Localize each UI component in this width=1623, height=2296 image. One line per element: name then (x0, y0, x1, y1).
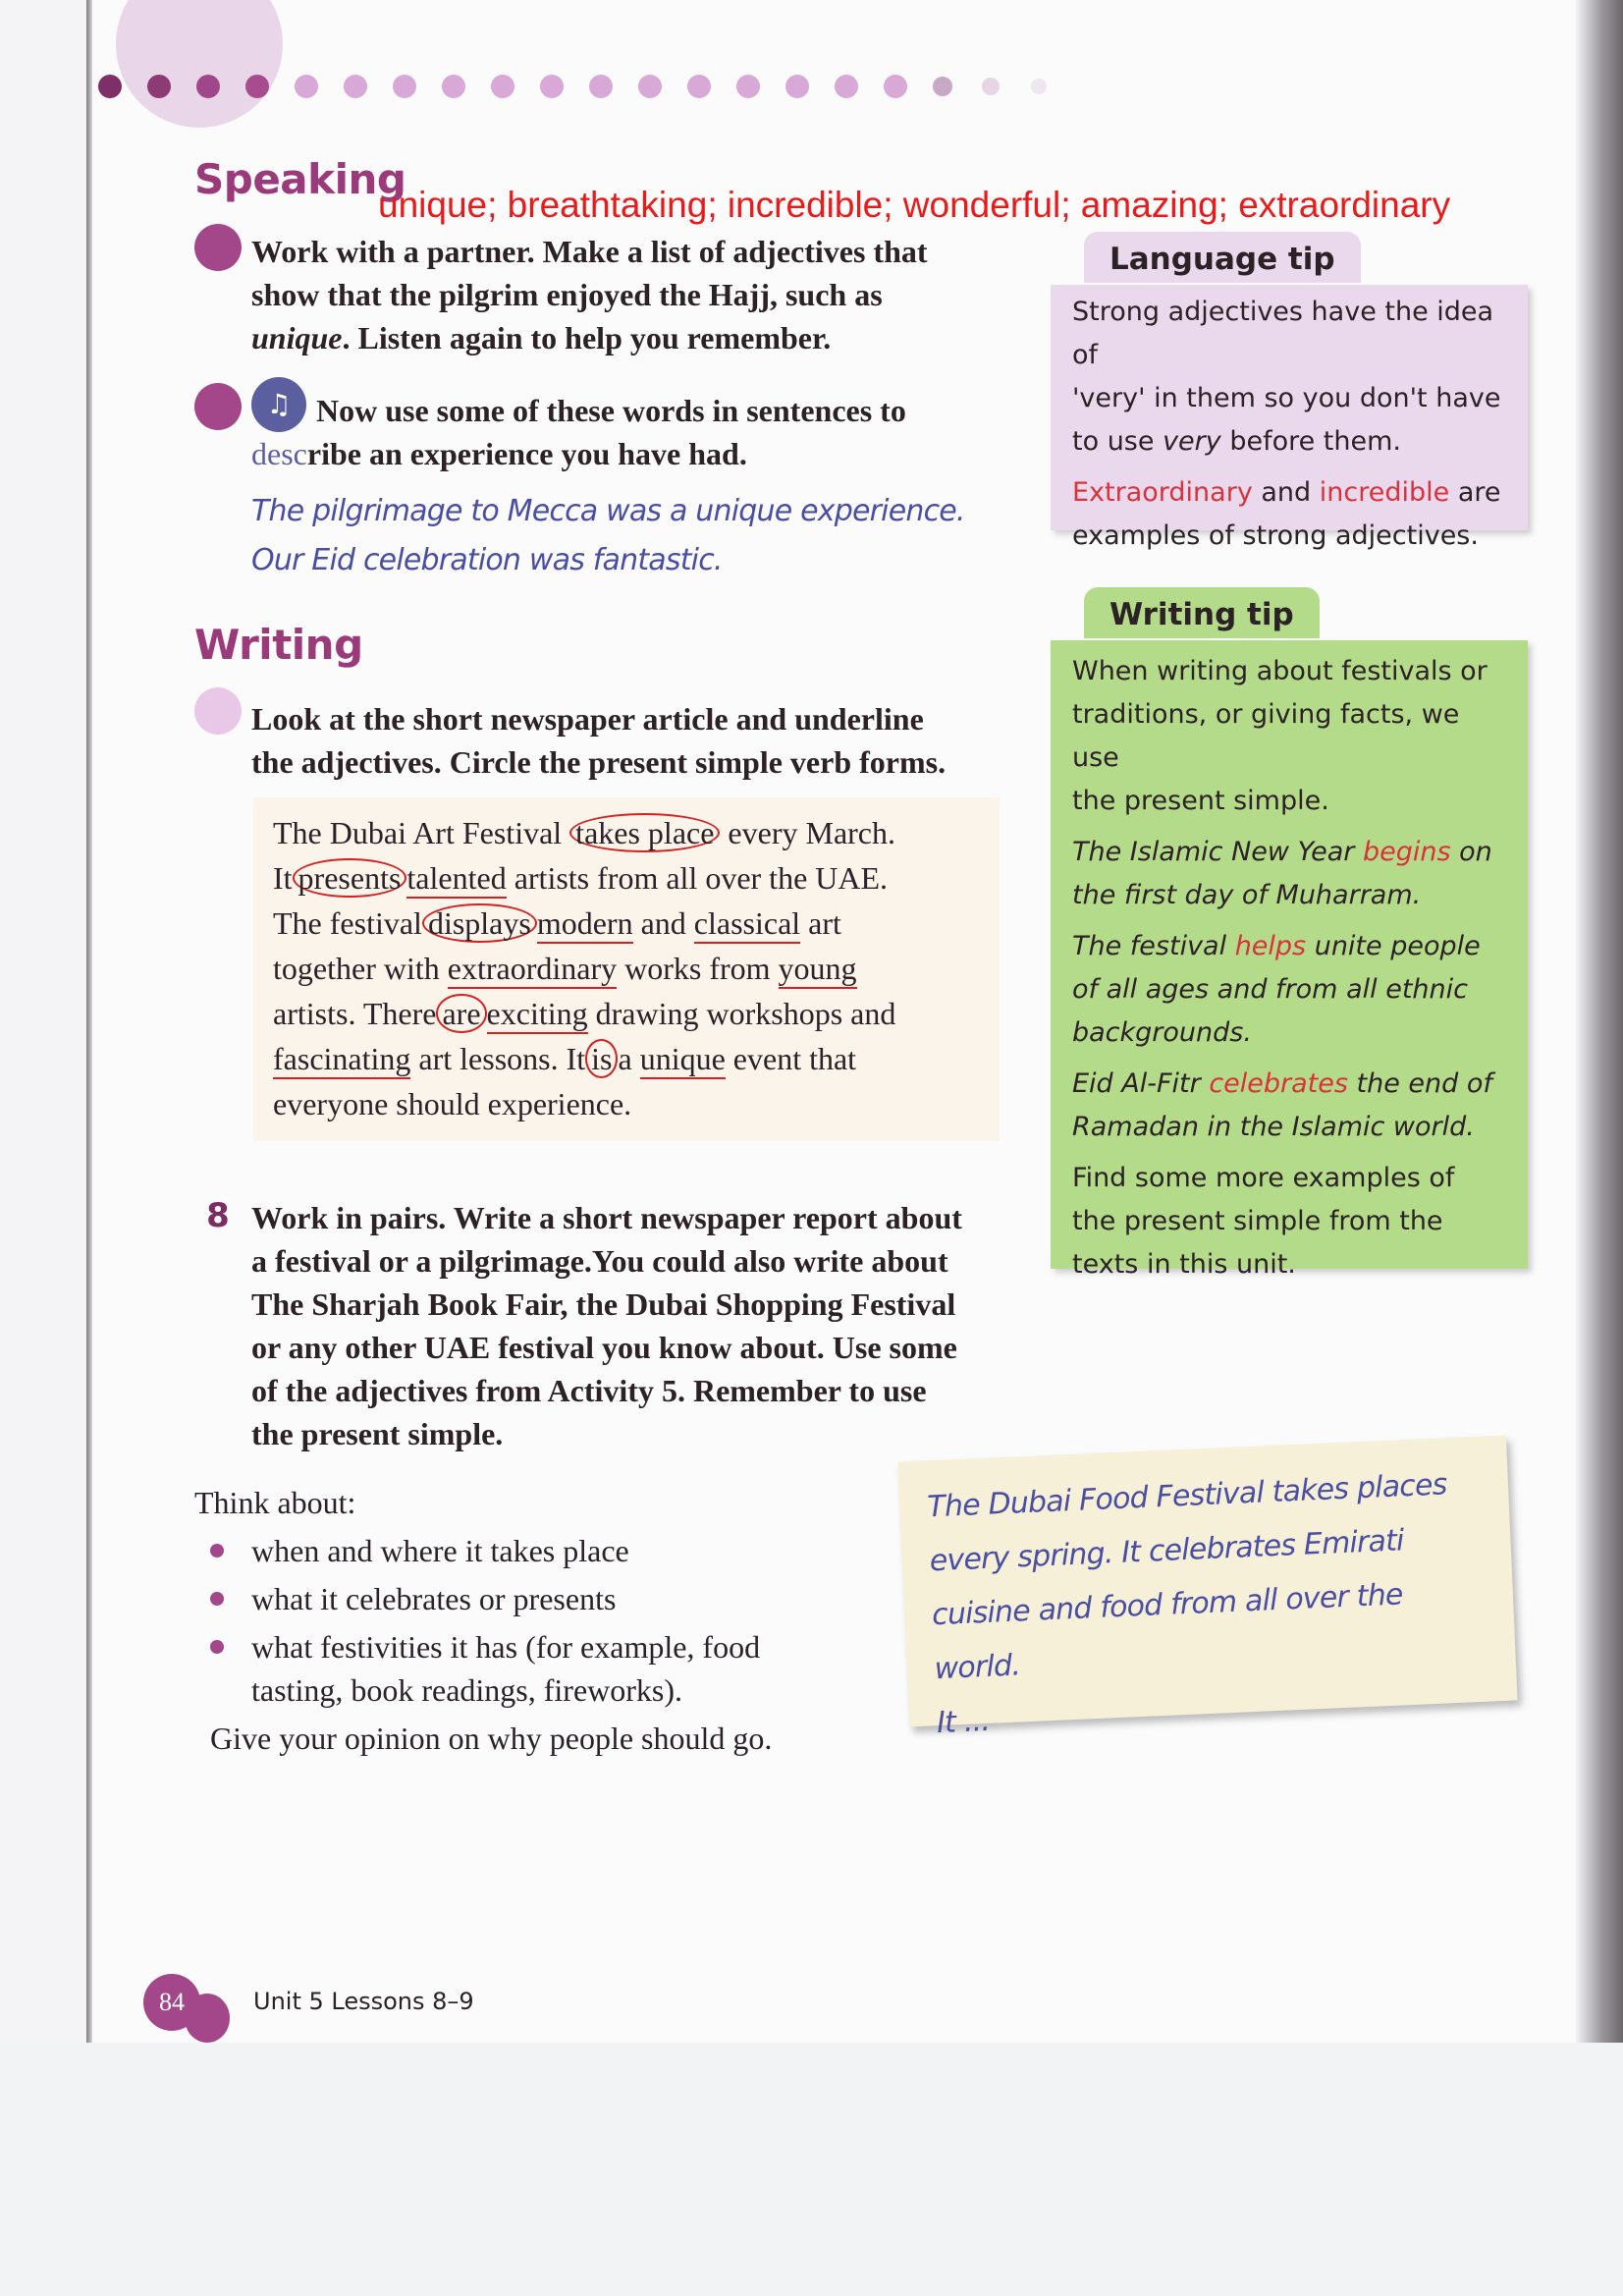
note-line: It ... (936, 1703, 991, 1741)
article-line (273, 951, 857, 987)
article-text: The festival (273, 905, 422, 941)
article-text: every March. (728, 815, 895, 850)
decorative-dot (589, 75, 613, 98)
circled-verb: takes place (569, 813, 720, 852)
tip-text: to use (1072, 426, 1163, 457)
tip-line: the present simple from the (1072, 1206, 1443, 1236)
opinion-prompt: Give your opinion on why people should go. (210, 1721, 773, 1756)
instruction-line: show that the pilgrim enjoyed the Hajj, such as (251, 277, 883, 312)
bullet-icon (210, 1640, 224, 1654)
decorative-dot (491, 75, 514, 98)
activity-5-number-badge (194, 224, 242, 271)
bullet-item: what it celebrates or presents (251, 1581, 617, 1616)
decorative-dot (442, 75, 465, 98)
instruction-line: or any other UAE festival you know about. Use some (251, 1330, 957, 1365)
bullet-item: what festivities it has (for example, food (251, 1629, 761, 1665)
instruction-line (251, 316, 998, 359)
underlined-adjective: talented (406, 860, 506, 899)
underlined-adjective: classical (694, 905, 800, 944)
instruction-line: Work in pairs. Write a short newspaper report about (251, 1200, 962, 1235)
article-text: drawing workshops and (595, 996, 896, 1031)
decorative-dot (687, 75, 711, 98)
tip-text: unite people (1306, 931, 1481, 961)
tip-text: the end of (1347, 1068, 1492, 1099)
speaking-examples (251, 487, 965, 585)
decorative-dot (147, 75, 171, 98)
tip-paragraph (1072, 1157, 1514, 1286)
article-text: art lessons. It (418, 1041, 586, 1076)
instruction-text: desc (251, 436, 307, 471)
instruction-line: the adjectives. Circle the present simple verb forms. (251, 744, 947, 780)
note-line: every spring. It celebrates Emirati (929, 1523, 1405, 1579)
bullet-item-continuation: tasting, book readings, fireworks). (251, 1672, 683, 1708)
instruction-line: Look at the short newspaper article and underline (251, 701, 924, 737)
tip-line: Ramadan in the Islamic world. (1072, 1112, 1475, 1142)
article-text: artists from all over the UAE. (514, 860, 889, 896)
activity-7-instruction (251, 697, 1017, 784)
article-line (273, 905, 841, 942)
decorative-dot (393, 75, 416, 98)
article-text: artists. There (273, 996, 437, 1031)
tip-line: 'very' in them so you don't have (1072, 383, 1501, 413)
decorative-dot (638, 75, 662, 98)
underlined-adjective: modern (537, 905, 633, 944)
article-text: and (640, 905, 686, 941)
tip-example (1072, 1063, 1514, 1149)
decorative-dot (295, 75, 318, 98)
tip-text: are (1449, 477, 1501, 508)
speaking-heading: Speaking (194, 155, 406, 203)
tip-example (1072, 925, 1514, 1055)
decorative-dot (982, 78, 1000, 95)
underlined-adjective: unique (640, 1041, 726, 1079)
activity-5-instruction (251, 230, 998, 359)
instruction-text: . Listen again to help you remember. (342, 320, 832, 355)
page-edge-shadow (1576, 0, 1623, 2296)
circled-verb: are (436, 994, 486, 1033)
instruction-line: a festival or a pilgrimage.You could also write about (251, 1243, 948, 1279)
tip-text: and (1252, 477, 1320, 508)
article-text: It (273, 860, 293, 896)
article-line (273, 860, 888, 897)
article-line (273, 815, 895, 851)
circled-verb: presents (293, 858, 407, 898)
instruction-text: ribe an experience you have had. (306, 436, 747, 471)
article-line (273, 996, 895, 1032)
note-line: The Dubai Food Festival takes places (926, 1467, 1448, 1525)
tip-line: Find some more examples of (1072, 1163, 1455, 1193)
tip-line: When writing about festivals or (1072, 656, 1488, 686)
tip-line: backgrounds. (1072, 1017, 1252, 1048)
model-answer-note (897, 1436, 1517, 1741)
think-about-label: Think about: (194, 1485, 356, 1520)
article-text: art (808, 905, 841, 941)
tip-line: examples of strong adjectives. (1072, 520, 1479, 551)
example-sentence: The pilgrimage to Mecca was a unique experience. (251, 494, 965, 528)
decorative-dot (933, 77, 952, 96)
highlighted-verb: helps (1234, 931, 1307, 961)
note-line: cuisine and food from all over the world. (931, 1577, 1404, 1687)
language-tip-title: Language tip (1084, 232, 1361, 283)
instruction-line: Work with a partner. Make a list of adjectives that (251, 234, 928, 269)
tip-text: Eid Al-Fitr (1072, 1068, 1210, 1099)
decorative-dot (785, 75, 809, 98)
writing-tip-title: Writing tip (1084, 587, 1320, 638)
underlined-adjective: exciting (487, 996, 588, 1034)
instruction-line: The Sharjah Book Fair, the Dubai Shopping Festival (251, 1286, 956, 1322)
instruction-line: the present simple. (251, 1416, 504, 1451)
decorative-dot (884, 75, 907, 98)
italic-word: very (1163, 426, 1221, 457)
circled-verb: displays (422, 903, 537, 943)
tip-paragraph (1072, 650, 1514, 823)
highlighted-word: incredible (1319, 477, 1450, 508)
underlined-adjective: young (779, 951, 857, 989)
decorative-dot (736, 75, 760, 98)
instruction-line (251, 432, 998, 475)
example-sentence: Our Eid celebration was fantastic. (251, 543, 723, 577)
decorative-dot (540, 75, 564, 98)
article-line: everyone should experience. (273, 1086, 632, 1121)
underlined-adjective: extraordinary (448, 951, 617, 989)
article-text: event that (732, 1041, 857, 1076)
italic-word: unique (251, 320, 343, 355)
decorative-dot (835, 75, 858, 98)
decorative-dot (1031, 79, 1047, 94)
handwritten-answer-annotation: unique; breathtaking; incredible; wonderful; amazing; extraordinary (378, 185, 1451, 225)
tip-text: The Islamic New Year (1072, 837, 1363, 867)
unit-label: Unit 5 Lessons 8–9 (253, 1988, 474, 2015)
bullet-icon (210, 1544, 224, 1558)
highlighted-word: Extraordinary (1072, 477, 1253, 508)
article-text: works from (624, 951, 771, 986)
audio-track-icon[interactable]: ♫ (251, 377, 306, 432)
article-text: together with (273, 951, 440, 986)
tip-paragraph (1072, 291, 1514, 464)
tip-line: texts in this unit. (1072, 1249, 1296, 1280)
writing-tip-box (1051, 640, 1528, 1280)
tip-line: of all ages and from all ethnic (1072, 974, 1468, 1005)
underlined-adjective: fascinating (273, 1041, 410, 1079)
language-tip-box (1051, 285, 1528, 551)
article-line (273, 1041, 856, 1077)
activity-7-number-badge (194, 687, 242, 735)
tip-text: before them. (1220, 426, 1401, 457)
decorative-dot (98, 75, 122, 98)
tip-paragraph (1072, 471, 1514, 558)
highlighted-verb: begins (1362, 837, 1451, 867)
decorative-dot (344, 75, 367, 98)
activity-6-number-badge (194, 383, 242, 430)
writing-heading: Writing (194, 621, 363, 669)
bullet-item: when and where it takes place (251, 1533, 629, 1568)
tip-line: Strong adjectives have the idea of (1072, 297, 1494, 370)
circled-verb: is (585, 1039, 618, 1078)
tip-text: The festival (1072, 931, 1235, 961)
activity-6-instruction (251, 389, 998, 475)
highlighted-verb: celebrates (1209, 1068, 1348, 1099)
tip-line: traditions, or giving facts, we use (1072, 699, 1460, 773)
activity-8-number: 8 (206, 1196, 230, 1235)
tip-text: on (1450, 837, 1492, 867)
page-number: 84 (143, 1974, 200, 2031)
decorative-dot (245, 75, 269, 98)
tip-example (1072, 831, 1514, 917)
page-binding-edge (86, 0, 92, 2043)
scan-bottom-area (0, 2043, 1623, 2296)
note-text (926, 1456, 1496, 1751)
tip-line: the first day of Muharram. (1072, 880, 1422, 910)
activity-8-instruction (251, 1196, 1037, 1455)
article-text: a (618, 1041, 632, 1076)
instruction-line: Now use some of these words in sentences to (316, 393, 906, 428)
tip-line: the present simple. (1072, 786, 1329, 816)
article-text: The Dubai Art Festival (273, 815, 563, 850)
instruction-line: of the adjectives from Activity 5. Remember to use (251, 1373, 927, 1408)
decorative-dot (196, 75, 220, 98)
bullet-icon (210, 1592, 224, 1606)
